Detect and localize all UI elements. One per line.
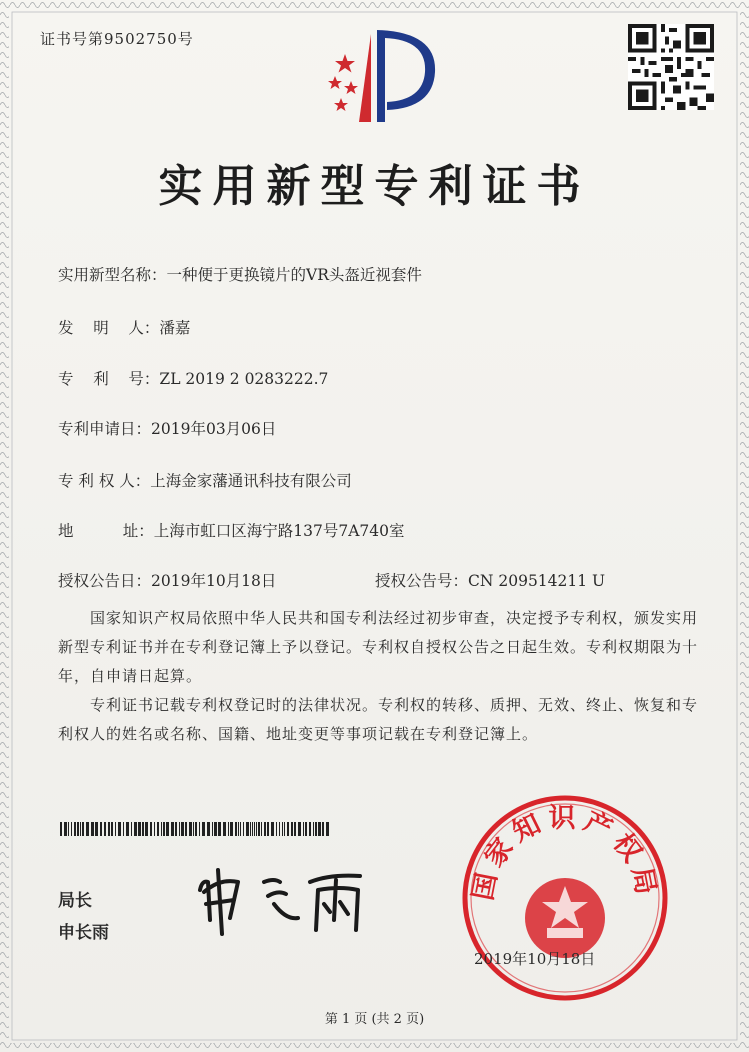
- grant-paragraph: 国家知识产权局依照中华人民共和国专利法经过初步审查，决定授予专利权，颁发实用新型专利证书并在专利登记簿上予以登记。专利权自授权公告之日起生效。专利权期限为十年，自申请日起算。: [58, 609, 699, 685]
- announcement-date-row: [58, 569, 276, 591]
- director-title: 局长: [58, 891, 92, 911]
- patentee-row: [58, 469, 352, 491]
- patent-number-value: ZL 2019 2 0283222.7: [159, 370, 329, 388]
- official-seal: [455, 788, 675, 1008]
- address-value: 上海市虹口区海宁路137号7A740室: [153, 522, 405, 540]
- announcement-number-label: 授权公告号：: [375, 572, 469, 590]
- announcement-number-row: [375, 569, 605, 591]
- filing-date-row: [58, 417, 276, 439]
- filing-date-value: 2019年03月06日: [151, 420, 277, 438]
- utility-model-name-label: 实用新型名称：: [58, 266, 167, 284]
- announcement-number-value: CN 209514211 U: [468, 572, 606, 590]
- cnipa-logo: [315, 26, 445, 126]
- handwritten-signature: [190, 860, 380, 940]
- inventor-row: [58, 316, 190, 338]
- legal-status-paragraph: 专利证书记载专利权登记时的法律状况。专利权的转移、质押、无效、终止、恢复和专利权人的姓名或名称、国籍、地址变更等事项记载在专利登记簿上。: [58, 696, 699, 743]
- certificate-title: 实用新型专利证书: [158, 161, 591, 212]
- patent-number-row: [58, 367, 328, 389]
- patentee-value: 上海金家藩通讯科技有限公司: [150, 472, 352, 490]
- barcode: [60, 822, 330, 836]
- issue-date: 2019年10月18日: [474, 950, 596, 968]
- announcement-date-value: 2019年10月18日: [151, 572, 277, 590]
- certificate-number: 证书号第9502750号: [40, 30, 194, 48]
- address-row: [58, 519, 405, 541]
- qr-code: [628, 24, 714, 110]
- director-name: 申长雨: [58, 923, 109, 943]
- address-label: 地 址：: [58, 522, 154, 540]
- patentee-label: 专 利 权 人：: [58, 472, 151, 490]
- seal-text: 国家知识产权局: [467, 803, 663, 903]
- inventor-label: 发 明 人：: [58, 319, 160, 337]
- announcement-date-label: 授权公告日：: [58, 572, 152, 590]
- utility-model-name-value: 一种便于更换镜片的VR头盔近视套件: [166, 266, 422, 284]
- patent-number-label: 专 利 号：: [58, 370, 160, 388]
- inventor-value: 潘嘉: [159, 319, 191, 337]
- utility-model-name-row: [58, 263, 422, 285]
- page-indicator: 第 1 页 (共 2 页): [324, 1012, 425, 1027]
- filing-date-label: 专利申请日：: [58, 420, 152, 438]
